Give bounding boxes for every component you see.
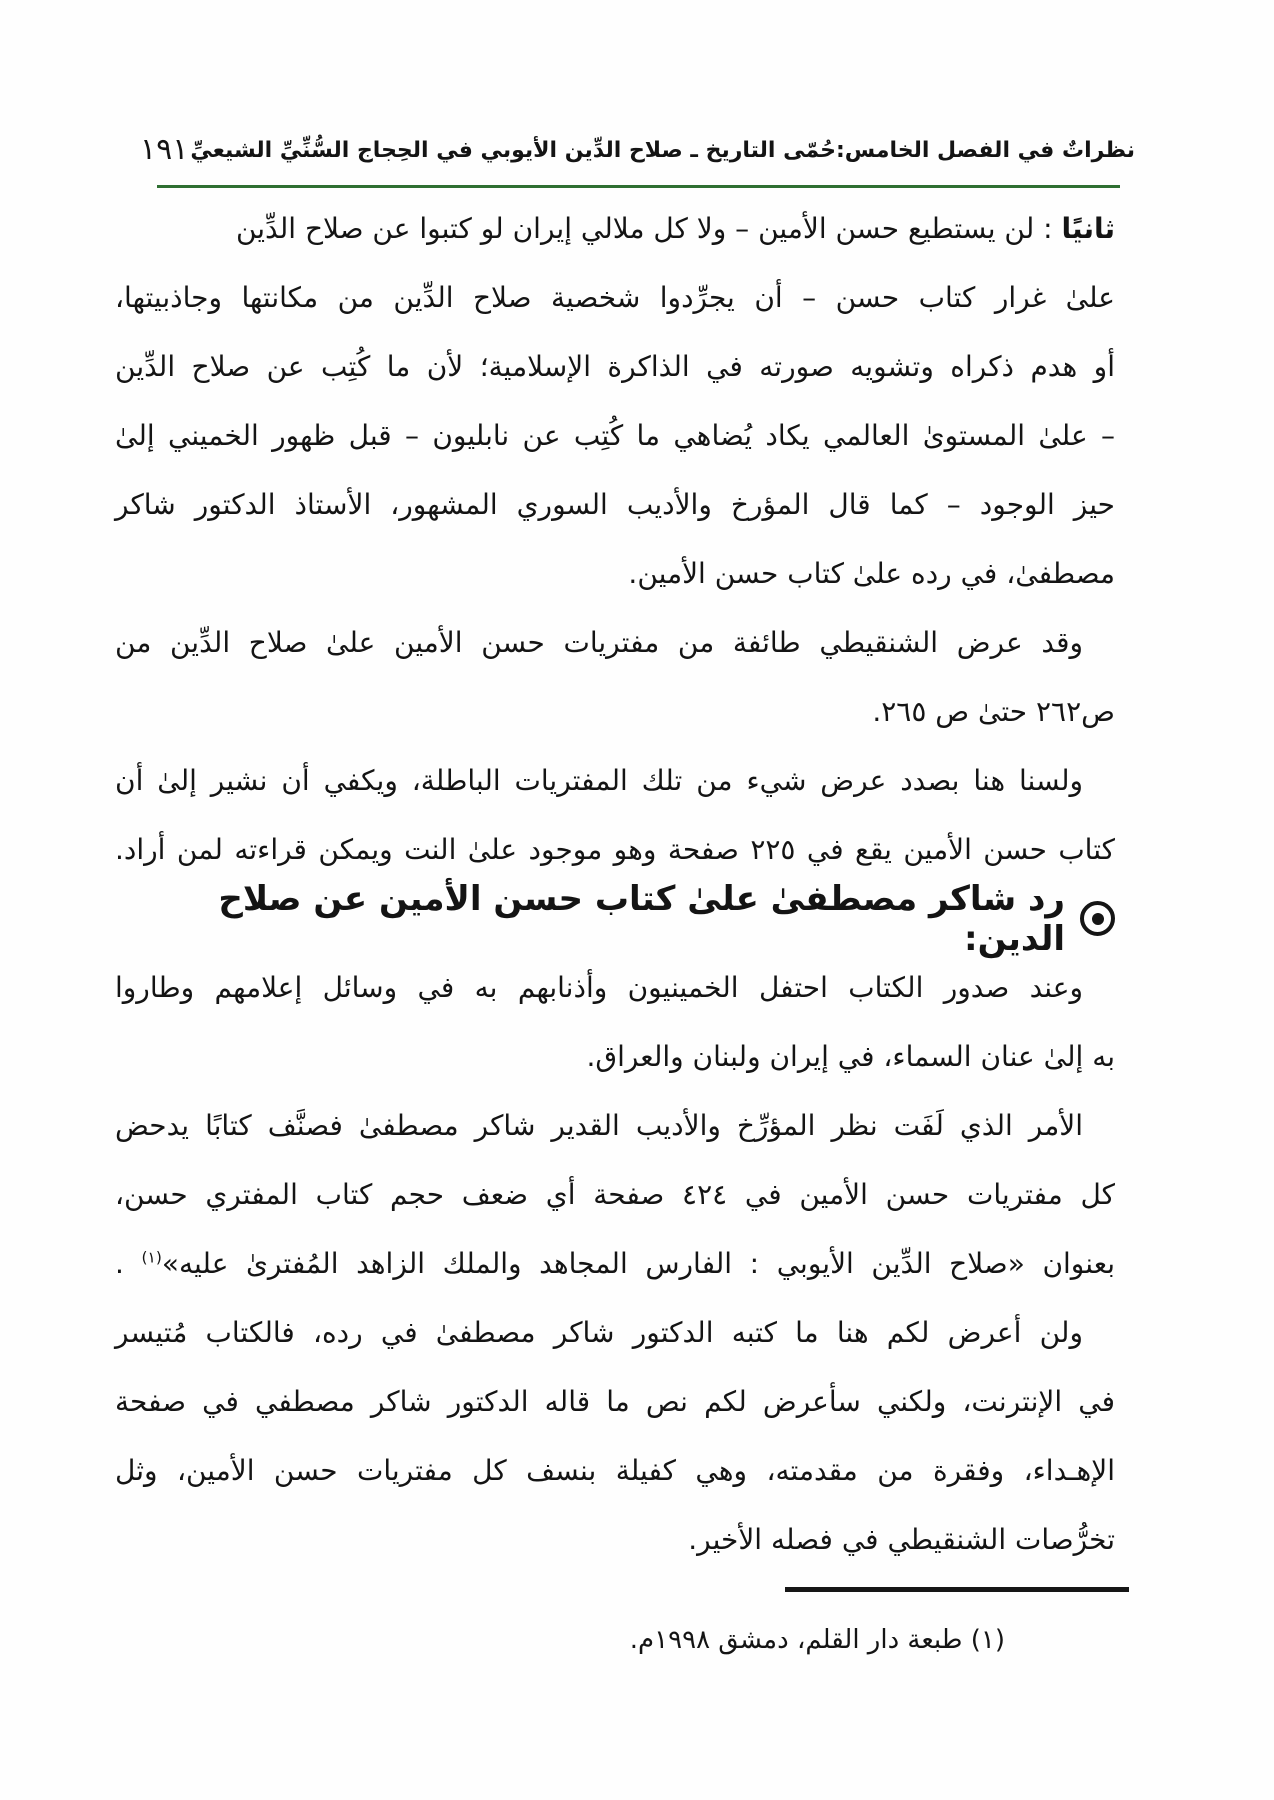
text-line: الأمر الذي لَفَت نظر المؤرِّخ والأديب القدير شاكر مصطفىٰ فصنَّف كتابًا يدحض	[115, 1109, 1083, 1142]
paragraph-2	[115, 608, 1115, 746]
section-heading-text: رد شاكر مصطفىٰ علىٰ كتاب حسن الأمين عن صلاح الدين:	[218, 878, 1065, 959]
text-line: كل مفتريات حسن الأمين في ٤٢٤ صفحة أي ضعف حجم كتاب المفتري حسن،	[115, 1178, 1116, 1211]
paragraph-lead-word: ثانيًا	[1061, 212, 1115, 245]
text-line-rest: .	[115, 1247, 142, 1280]
text-line: علىٰ غرار كتاب حسن – أن يجرِّدوا شخصية صلاح الدِّين من مكانتها وجاذبيتها،	[115, 281, 1115, 314]
page-body	[115, 194, 1115, 1574]
text-line	[236, 212, 1115, 245]
text-line: ص٢٦٢ حتىٰ ص ٢٦٥.	[872, 695, 1115, 728]
text-line: – علىٰ المستوىٰ العالمي يكاد يُضاهي ما كُتِب عن نابليون – قبل ظهور الخميني إلىٰ	[115, 419, 1115, 452]
paragraph-4	[115, 953, 1115, 1091]
text-line: وعند صدور الكتاب احتفل الخمينيون وأذنابهم به في وسائل إعلامهم وطاروا	[115, 971, 1083, 1004]
text-line: تخرُّصات الشنقيطي في فصله الأخير.	[688, 1523, 1115, 1556]
text-line: أو هدم ذكراه وتشويه صورته في الذاكرة الإسلامية؛ لأن ما كُتِب عن صلاح الدِّين	[115, 350, 1115, 383]
text-line: حيز الوجود – كما قال المؤرخ والأديب السوري المشهور، الأستاذ الدكتور شاكر	[115, 488, 1115, 521]
footnote-divider-rule	[785, 1587, 1129, 1592]
text-line-rest: : لن يستطيع حسن الأمين – ولا كل ملالي إيران لو كتبوا عن صلاح الدِّين	[235, 212, 1062, 245]
paragraph-6	[115, 1298, 1115, 1574]
text-line: ولسنا هنا بصدد عرض شيء من تلك المفتريات الباطلة، ويكفي أن نشير إلىٰ أن	[115, 764, 1083, 797]
text-line: كتاب حسن الأمين يقع في ٢٢٥ صفحة وهو موجود علىٰ النت ويمكن قراءته لمن أراد.	[115, 833, 1115, 866]
footnote-marker: (١)	[141, 1248, 162, 1267]
paragraph-3	[115, 746, 1115, 884]
footnote-text: (١) طبعة دار القلم، دمشق ١٩٩٨م.	[629, 1625, 1005, 1655]
circle-dot-icon	[1080, 901, 1115, 936]
text-line: الإهـداء، وفقرة من مقدمته، وهي كفيلة بنسف كل مفتريات حسن الأمين، وثل	[115, 1454, 1115, 1487]
paragraph-5	[115, 1091, 1115, 1298]
text-line: به إلىٰ عنان السماء، في إيران ولبنان والعراق.	[586, 1040, 1115, 1073]
running-header-title: نظراتٌ في الفصل الخامس:حُمّى التاريخ ـ صلاح الدِّين الأيوبي في الحِجاج السُّنِّيِّ الشيعيِّ	[190, 138, 1135, 163]
page-number: ١٩١	[140, 132, 189, 167]
text-line-with-footnote-ref	[115, 1229, 1115, 1298]
section-heading	[115, 878, 1115, 959]
text-line: ولن أعرض لكم هنا ما كتبه الدكتور شاكر مصطفىٰ في رده، فالكتاب مُتيسر	[115, 1316, 1083, 1349]
text-line: في الإنترنت، ولكني سأعرض لكم نص ما قاله الدكتور شاكر مصطفي في صفحة	[115, 1385, 1115, 1418]
header-divider-rule	[157, 185, 1120, 188]
book-title-text: بعنوان «صلاح الدِّين الأيوبي : الفارس المجاهد والملك الزاهد المُفترىٰ عليه»	[161, 1247, 1115, 1280]
text-line: وقد عرض الشنقيطي طائفة من مفتريات حسن الأمين علىٰ صلاح الدِّين من	[115, 626, 1083, 659]
paragraph-1	[115, 194, 1115, 608]
text-line: مصطفىٰ، في رده علىٰ كتاب حسن الأمين.	[628, 557, 1115, 590]
